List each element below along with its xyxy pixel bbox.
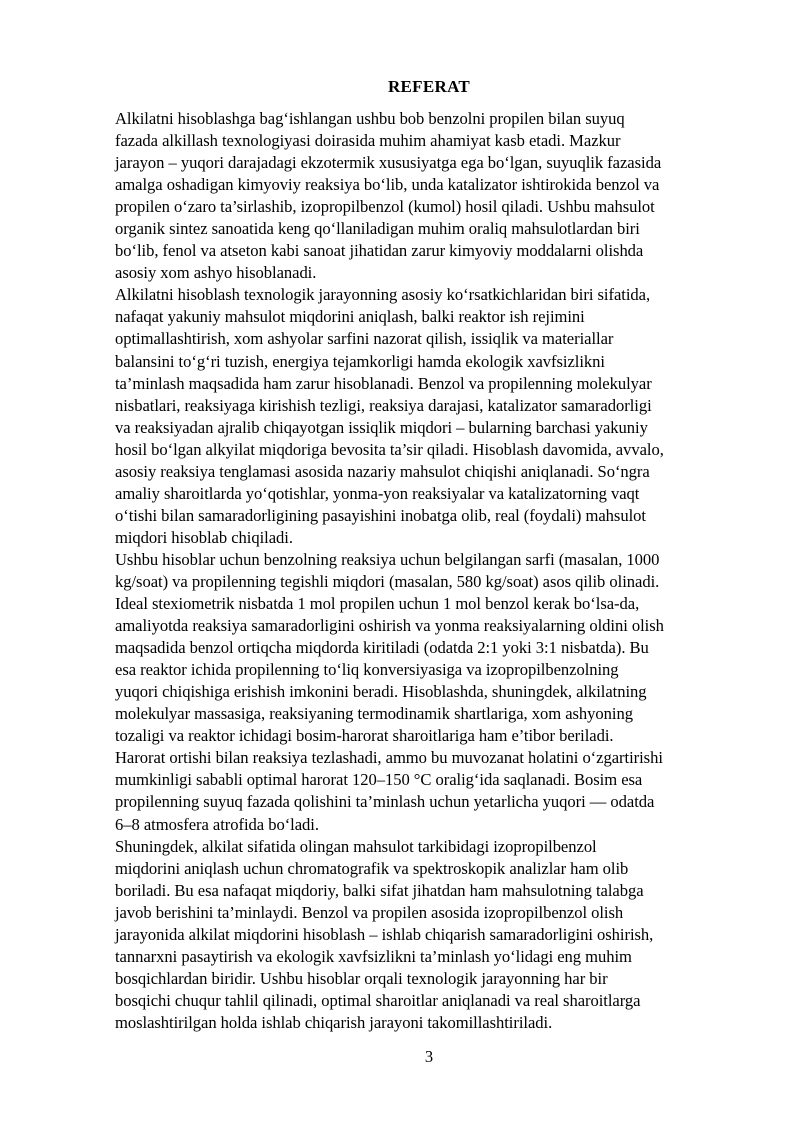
- text-line: Ushbu hisoblar uchun benzolning reaksiya uchun belgilangan sarfi (masalan, 1000: [115, 549, 660, 569]
- text-line: va reaksiyadan ajralib chiqayotgan issiqlik miqdori – bularning barchasi yakuniy: [115, 417, 648, 437]
- text-line: optimallashtirish, xom ashyolar sarfini nazorat qilish, issiqlik va materiallar: [115, 329, 614, 349]
- text-line: organik sintez sanoatida keng qo‘llaniladigan muhim oraliq mahsulotlardan biri: [115, 219, 640, 239]
- text-line: bosqichlardan biridir. Ushbu hisoblar orqali texnologik jarayonning har bir: [115, 968, 608, 988]
- text-line: asosiy xom ashyo hisoblanadi.: [115, 263, 317, 283]
- text-line: tozaligi va reaktor ichidagi bosim-harorat sharoitlariga ham e’tibor beriladi.: [115, 726, 614, 746]
- text-line: boriladi. Bu esa nafaqat miqdoriy, balki sifat jihatdan ham mahsulotning talabga: [115, 880, 644, 900]
- text-line: javob berishini ta’minlaydi. Benzol va propilen asosida izopropilbenzol olish: [115, 902, 624, 922]
- body-text: [115, 108, 755, 1034]
- text-line: nisbatlari, reaksiyaga kirishish tezligi, reaksiya darajasi, katalizator samaradorligi: [115, 395, 652, 415]
- page-title: REFERAT: [387, 77, 471, 96]
- text-line: miqdorini aniqlash uchun chromatografik va spektroskopik analizlar ham olib: [115, 858, 629, 878]
- text-line: tannarxni pasaytirish va ekologik xavfsizlikni ta’minlash yo‘lidagi eng muhim: [115, 946, 632, 966]
- text-line: Shuningdek, alkilat sifatida olingan mahsulot tarkibidagi izopropilbenzol: [115, 836, 597, 856]
- text-line: moslashtirilgan holda ishlab chiqarish jarayoni takomillashtiriladi.: [115, 1012, 553, 1032]
- text-line: Ideal stexiometrik nisbatda 1 mol propilen uchun 1 mol benzol kerak bo‘lsa-da,: [115, 594, 640, 614]
- text-line: mumkinligi sababli optimal harorat 120–150 °C oralig‘ida saqlanadi. Bosim esa: [115, 770, 643, 790]
- text-line: amalga oshadigan kimyoviy reaksiya bo‘lib, unda katalizator ishtirokida benzol va: [115, 175, 660, 195]
- text-line: fazada alkillash texnologiyasi doirasida muhim ahamiyat kasb etadi. Mazkur: [115, 131, 621, 151]
- text-line: miqdori hisoblab chiqiladi.: [115, 527, 293, 547]
- text-line: molekulyar massasiga, reaksiyaning termodinamik shartlariga, xom ashyoning: [115, 704, 633, 724]
- text-line: propilen o‘zaro ta’sirlashib, izopropilbenzol (kumol) hosil qiladi. Ushbu mahsulot: [115, 197, 655, 217]
- text-line: esa reaktor ichida propilenning to‘liq konversiyasiga va izopropilbenzolning: [115, 660, 619, 680]
- text-line: maqsadida benzol ortiqcha miqdorda kiritiladi (odatda 2:1 yoki 3:1 nisbatda). Bu: [115, 638, 649, 658]
- text-line: o‘tishi bilan samaradorligining pasayishini inobatga olib, real (foydali) mahsulot: [115, 505, 646, 525]
- text-line: jarayonida alkilat miqdorini hisoblash – ishlab chiqarish samaradorligini oshirish,: [115, 924, 654, 944]
- text-line: hosil bo‘lgan alkyilat miqdoriga bevosita ta’sir qiladi. Hisoblash davomida, avvalo,: [115, 439, 664, 459]
- text-line: bosqichi chuqur tahlil qilinadi, optimal sharoitlar aniqlanadi va real sharoitlarga: [115, 990, 641, 1010]
- text-line: kg/soat) va propilenning tegishli miqdori (masalan, 580 kg/soat) asos qilib olinadi.: [115, 571, 660, 591]
- text-line: amaliy sharoitlarda yo‘qotishlar, yonma-yon reaksiyalar va katalizatorning vaqt: [115, 483, 640, 503]
- text-line: Alkilatni hisoblash texnologik jarayonning asosiy ko‘rsatkichlaridan biri sifatida,: [115, 285, 651, 305]
- text-line: yuqori chiqishiga erishish imkonini beradi. Hisoblashda, shuningdek, alkilatning: [115, 682, 647, 702]
- text-line: propilenning suyuq fazada qolishini ta’minlash uchun yetarlicha yuqori — odatda: [115, 792, 655, 812]
- page-number: 3: [424, 1047, 434, 1066]
- text-line: Alkilatni hisoblashga bag‘ishlangan ushbu bob benzolni propilen bilan suyuq: [115, 109, 625, 128]
- text-line: asosiy reaksiya tenglamasi asosida nazariy mahsulot chiqishi aniqlanadi. So‘ngra: [115, 461, 650, 481]
- text-line: jarayon – yuqori darajadagi ekzotermik xususiyatga ega bo‘lgan, suyuqlik fazasida: [115, 153, 662, 173]
- text-line: balansini to‘g‘ri tuzish, energiya tejamkorligi hamda ekologik xavfsizlikni: [115, 351, 605, 371]
- text-line: Harorat ortishi bilan reaksiya tezlashadi, ammo bu muvozanat holatini o‘zgartirishi: [115, 748, 663, 768]
- text-line: amaliyotda reaksiya samaradorligini oshirish va yonma reaksiyalarning oldini olish: [115, 616, 664, 636]
- text-line: bo‘lib, fenol va atseton kabi sanoat jihatidan zarur kimyoviy moddalarni olishda: [115, 241, 644, 261]
- text-line: ta’minlash maqsadida ham zarur hisoblanadi. Benzol va propilenning molekulyar: [115, 373, 652, 393]
- text-line: 6–8 atmosfera atrofida bo‘ladi.: [115, 814, 319, 834]
- text-line: nafaqat yakuniy mahsulot miqdorini aniqlash, balki reaktor ish rejimini: [115, 307, 585, 327]
